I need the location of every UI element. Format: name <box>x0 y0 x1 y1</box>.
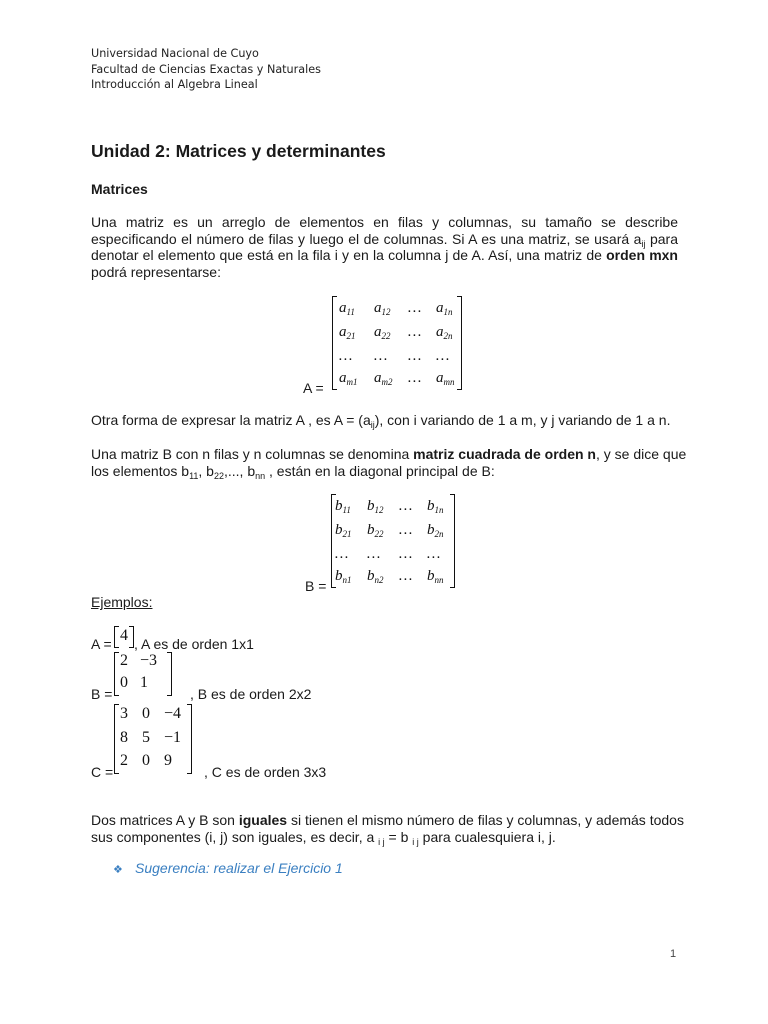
header-course: Introducción al Algebra Lineal <box>91 78 258 91</box>
page-title: Unidad 2: Matrices y determinantes <box>91 141 386 161</box>
matrixA-cell-r1-c2: $a_{12}$ <box>374 300 391 317</box>
square-bold-term: matriz cuadrada de orden n <box>413 446 596 462</box>
examples-e3-cell-r1-c1: 3 <box>120 705 128 722</box>
matrixB-cell-r2-c2: $b_{22}$ <box>367 522 384 539</box>
example-b-left-bracket <box>114 652 119 696</box>
matrixB-cell-r4-c2: $b_{n2}$ <box>367 568 384 585</box>
examples-e2-cell-r2-c2: 1 <box>140 674 148 691</box>
examples-heading: Ejemplos: <box>91 594 153 610</box>
matrixA-cell-r3-c2: … <box>374 348 388 364</box>
intro-paragraph <box>91 214 678 280</box>
matrixB-cell-r4-c3: … <box>399 568 413 584</box>
other-form-text-1: Otra forma de expresar la matriz A , es A = (a <box>91 412 371 428</box>
header-university: Universidad Nacional de Cuyo <box>91 47 259 60</box>
square-text-1: Una matriz B con n filas y n columnas se denomina <box>91 446 414 462</box>
matrix-a-general <box>332 296 462 390</box>
examples-e1-cell-r1-c1: 4 <box>120 627 128 644</box>
matrixA-cell-r4-c4: $a_{mn}$ <box>436 370 455 387</box>
square-text-4: ,..., b <box>224 462 256 479</box>
matrixB-cell-r1-c2: $b_{12}$ <box>367 498 384 515</box>
matrixA-cell-r2-c4: $a_{2n}$ <box>436 324 453 341</box>
equal-bold-term: iguales <box>238 812 288 828</box>
matrixB-cell-r3-c2: … <box>367 546 381 562</box>
example-a-matrix <box>114 626 134 648</box>
matrixB-cell-r1-c3: … <box>399 498 413 514</box>
square-text-2: , y se dice que los elementos b <box>91 446 687 479</box>
matrixB-cell-r3-c1: … <box>335 546 349 562</box>
matrixB-cell-r2-c1: $b_{21}$ <box>335 522 352 539</box>
matrixA-cell-r2-c1: $a_{21}$ <box>339 324 356 341</box>
examples-e3-cell-r2-c3: −1 <box>164 729 182 746</box>
equal-sub-a: i j <box>378 836 385 847</box>
square-matrix-paragraph <box>91 446 691 479</box>
equal-text-3: = b <box>384 828 413 845</box>
examples-e3-cell-r3-c2: 0 <box>142 752 150 769</box>
examples-e3-cell-r2-c1: 8 <box>120 729 128 746</box>
section-heading: Matrices <box>91 181 148 197</box>
matrixA-cell-r3-c4: … <box>436 348 450 364</box>
example-b-caption: , B es de orden 2x2 <box>190 686 312 702</box>
matrixA-cell-r3-c3: … <box>408 348 422 364</box>
matrix-a-left-bracket <box>332 296 337 390</box>
matrix-b-label: B = <box>305 578 327 594</box>
intro-bold-order: orden mxn <box>606 247 678 263</box>
equal-text-1: Dos matrices A y B son <box>91 812 239 828</box>
examples-e3-cell-r1-c2: 0 <box>142 705 150 722</box>
example-b-right-bracket <box>167 652 172 696</box>
matrixB-cell-r3-c3: … <box>399 546 413 562</box>
examples-e3-cell-r1-c3: −4 <box>164 705 182 722</box>
matrixA-cell-r2-c2: $a_{22}$ <box>374 324 391 341</box>
square-text-3: , b <box>198 462 214 479</box>
examples-e2-cell-r1-c1: 2 <box>120 652 128 669</box>
square-text-5: , están en la diagonal principal de B: <box>265 462 495 479</box>
matrixB-cell-r2-c4: $b_{2n}$ <box>427 522 444 539</box>
matrixA-cell-r3-c1: … <box>339 348 353 364</box>
examples-e3-cell-r2-c2: 5 <box>142 729 150 746</box>
matrix-a-label: A = <box>303 380 324 396</box>
suggestion-text: Sugerencia: realizar el Ejercicio 1 <box>135 860 343 876</box>
example-c-matrix <box>114 704 192 774</box>
matrixA-cell-r4-c3: … <box>408 370 422 386</box>
example-c-caption: , C es de orden 3x3 <box>204 764 327 780</box>
document-header <box>91 46 321 93</box>
suggestion-line <box>113 860 343 876</box>
other-form-subscript: ij <box>370 420 375 430</box>
matrixB-cell-r4-c4: $b_{nn}$ <box>427 568 444 585</box>
square-sub-22: 22 <box>213 470 224 481</box>
equal-matrices-paragraph <box>91 812 691 845</box>
square-sub-nn: nn <box>255 470 266 481</box>
matrix-b-general <box>331 494 455 588</box>
matrixA-cell-r2-c3: … <box>408 324 422 340</box>
matrixB-cell-r4-c1: $b_{n1}$ <box>335 568 352 585</box>
equal-text-2: si tienen el mismo número de filas y columnas, y además todos sus componentes (i, j) son iguales, es decir, a <box>91 812 684 845</box>
diamond-bullet-icon: ❖ <box>113 864 123 876</box>
matrixA-cell-r1-c1: $a_{11}$ <box>339 300 355 317</box>
example-a-left-bracket <box>114 626 119 648</box>
other-form-text-2: ), con i variando de 1 a m, y j variando de 1 a n. <box>374 412 671 428</box>
matrix-a-right-bracket <box>457 296 462 390</box>
example-b-label: B = <box>91 686 113 702</box>
square-sub-11: 11 <box>189 470 199 481</box>
page-number: 1 <box>670 948 677 960</box>
intro-subscript: ij <box>641 238 646 249</box>
example-b-matrix <box>114 652 172 696</box>
matrixA-cell-r1-c4: $a_{1n}$ <box>436 300 453 317</box>
matrixA-cell-r1-c3: … <box>408 300 422 316</box>
example-c-right-bracket <box>187 704 192 774</box>
other-form-line <box>91 412 670 429</box>
intro-text-2: para denotar el elemento que está en la fila i y en la columna j de A. Así, una matriz de <box>91 230 678 263</box>
matrixB-cell-r1-c1: $b_{11}$ <box>335 498 351 515</box>
matrixA-cell-r4-c2: $a_{m2}$ <box>374 370 393 387</box>
matrixA-cell-r4-c1: $a_{m1}$ <box>339 370 358 387</box>
matrix-b-right-bracket <box>450 494 455 588</box>
equal-sub-b: i j <box>412 836 419 847</box>
example-a-caption: , A es de orden 1x1 <box>134 636 254 652</box>
examples-e2-cell-r1-c2: −3 <box>140 652 158 669</box>
matrixB-cell-r3-c4: … <box>427 546 441 562</box>
example-c-left-bracket <box>114 704 119 774</box>
example-c-label: C = <box>91 764 114 780</box>
example-a-label: A = <box>91 636 112 652</box>
equal-text-4: para cualesquiera i, j. <box>418 828 556 845</box>
matrixB-cell-r2-c3: … <box>399 522 413 538</box>
examples-e3-cell-r3-c1: 2 <box>120 752 128 769</box>
header-faculty: Facultad de Ciencias Exactas y Naturales <box>91 62 321 76</box>
examples-e3-cell-r3-c3: 9 <box>164 752 172 769</box>
intro-text-1: Una matriz es un arreglo de elementos en filas y columnas, su tamaño se describe especificando el número de filas y luego el de columnas. Si A es una matriz, se usará a <box>91 214 678 247</box>
examples-e2-cell-r2-c1: 0 <box>120 674 128 691</box>
intro-text-3: podrá representarse: <box>91 263 221 280</box>
matrixB-cell-r1-c4: $b_{1n}$ <box>427 498 444 515</box>
